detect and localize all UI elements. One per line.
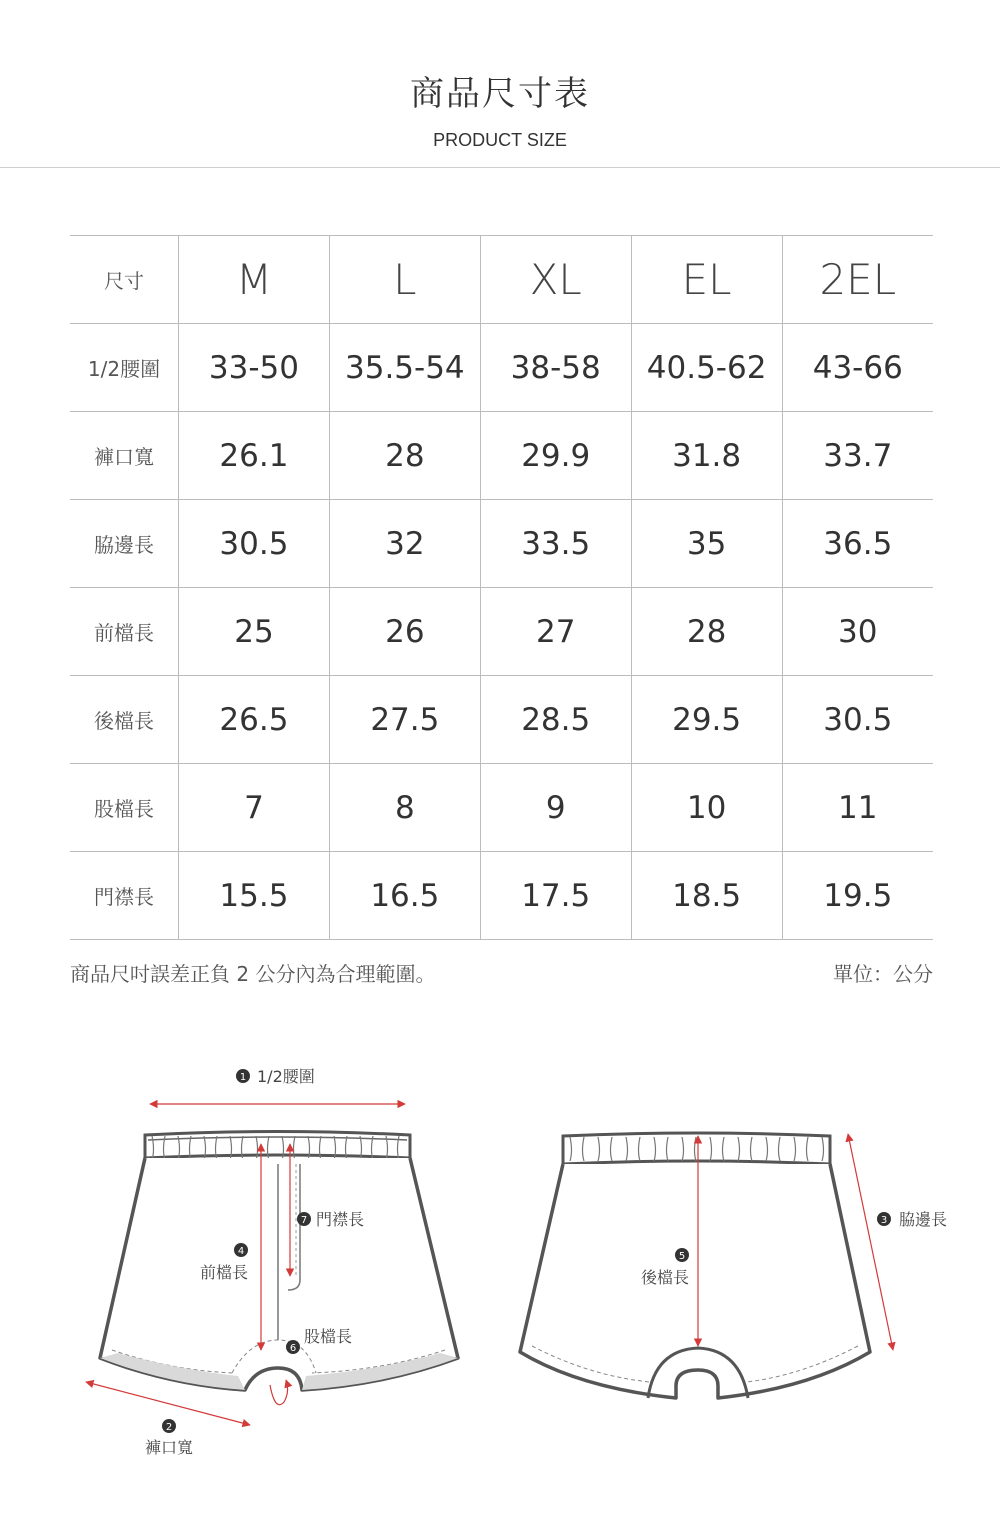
table-cell: 17.5 [480, 852, 631, 940]
waist-callout [236, 1067, 315, 1086]
unit-label: 單位：公分 [833, 962, 933, 986]
svg-text:1: 1 [239, 1072, 247, 1083]
table-cell: 8 [329, 764, 480, 852]
size-header: M [179, 236, 330, 324]
header-divider [0, 167, 1000, 168]
size-header: EL [631, 236, 782, 324]
row-label: 褲口寬 [70, 412, 179, 500]
table-cell: 31.8 [631, 412, 782, 500]
table-cell: 19.5 [782, 852, 933, 940]
table-row [70, 500, 933, 588]
corner-label: 尺寸 [70, 236, 179, 324]
table-cell: 28.5 [480, 676, 631, 764]
table-row [70, 412, 933, 500]
table-cell: 36.5 [782, 500, 933, 588]
row-label: 門襟長 [70, 852, 179, 940]
table-cell: 16.5 [329, 852, 480, 940]
table-row [70, 588, 933, 676]
front-shorts-illustration [100, 1132, 458, 1391]
table-cell: 35 [631, 500, 782, 588]
table-cell: 7 [179, 764, 330, 852]
table-cell: 40.5-62 [631, 324, 782, 412]
table-cell: 43-66 [782, 324, 933, 412]
svg-text:6: 6 [289, 1343, 297, 1354]
row-label: 1/2腰圍 [70, 324, 179, 412]
leg-opening-callout [145, 1419, 193, 1457]
svg-text:脇邊長: 脇邊長 [899, 1210, 948, 1229]
size-header: XL [480, 236, 631, 324]
size-header: L [329, 236, 480, 324]
measurement-diagram [0, 1040, 1000, 1480]
table-cell: 26.1 [179, 412, 330, 500]
svg-text:門襟長: 門襟長 [316, 1210, 365, 1229]
table-cell: 28 [329, 412, 480, 500]
svg-text:7: 7 [300, 1215, 308, 1226]
side-length-callout [877, 1210, 947, 1229]
table-cell: 30.5 [782, 676, 933, 764]
row-label: 股檔長 [70, 764, 179, 852]
table-cell: 9 [480, 764, 631, 852]
size-header: 2EL [782, 236, 933, 324]
tolerance-note: 商品尺吋誤差正負 2 公分內為合理範圍。 [70, 962, 436, 986]
crotch-arrow [270, 1380, 288, 1405]
svg-text:後檔長: 後檔長 [641, 1268, 690, 1287]
table-cell: 33.5 [480, 500, 631, 588]
table-row [70, 764, 933, 852]
svg-text:3: 3 [880, 1215, 888, 1226]
table-cell: 15.5 [179, 852, 330, 940]
table-cell: 27.5 [329, 676, 480, 764]
row-label: 後檔長 [70, 676, 179, 764]
svg-text:2: 2 [165, 1422, 173, 1433]
table-cell: 33-50 [179, 324, 330, 412]
table-cell: 11 [782, 764, 933, 852]
table-cell: 10 [631, 764, 782, 852]
table-cell: 30 [782, 588, 933, 676]
svg-text:1/2腰圍: 1/2腰圍 [257, 1067, 315, 1086]
back-shorts-illustration [520, 1133, 870, 1398]
table-row [70, 852, 933, 940]
row-label: 前檔長 [70, 588, 179, 676]
size-table [70, 235, 933, 940]
row-label: 脇邊長 [70, 500, 179, 588]
svg-text:褲口寬: 褲口寬 [145, 1438, 194, 1457]
table-cell: 29.5 [631, 676, 782, 764]
size-header-row [70, 236, 933, 324]
table-cell: 25 [179, 588, 330, 676]
table-cell: 27 [480, 588, 631, 676]
table-cell: 18.5 [631, 852, 782, 940]
table-cell: 30.5 [179, 500, 330, 588]
svg-text:4: 4 [237, 1246, 245, 1257]
table-cell: 26 [329, 588, 480, 676]
table-cell: 38-58 [480, 324, 631, 412]
table-cell: 28 [631, 588, 782, 676]
table-cell: 35.5-54 [329, 324, 480, 412]
table-cell: 29.9 [480, 412, 631, 500]
table-row [70, 676, 933, 764]
svg-text:前檔長: 前檔長 [200, 1263, 249, 1282]
svg-text:股檔長: 股檔長 [304, 1327, 353, 1346]
table-cell: 26.5 [179, 676, 330, 764]
table-cell: 33.7 [782, 412, 933, 500]
svg-text:5: 5 [678, 1251, 686, 1262]
table-row [70, 324, 933, 412]
page-title: 商品尺寸表 [410, 74, 590, 114]
page-subtitle: PRODUCT SIZE [433, 130, 567, 150]
table-cell: 32 [329, 500, 480, 588]
